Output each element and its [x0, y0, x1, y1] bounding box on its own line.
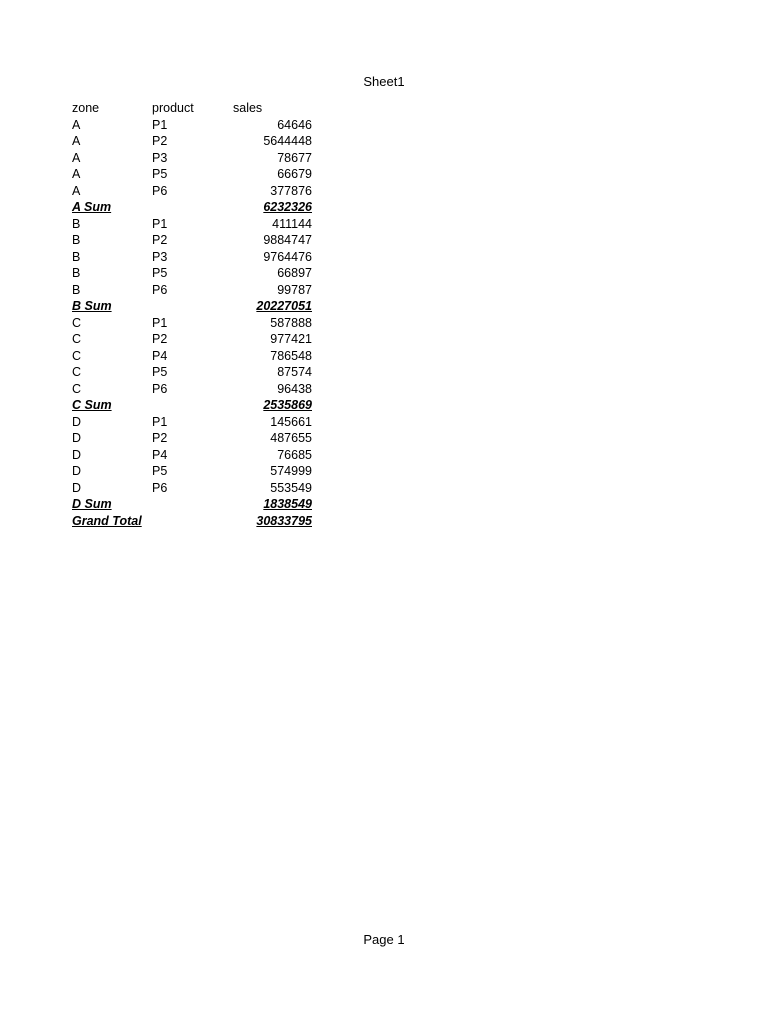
product-cell: P1: [152, 414, 168, 429]
table-row: [72, 348, 312, 365]
zone-cell: C: [72, 332, 82, 346]
product-cell: P6: [152, 381, 168, 396]
spreadsheet-table: [72, 100, 312, 529]
zone-cell: A: [72, 183, 81, 198]
sales-cell: 411144: [272, 216, 312, 231]
table-row: [72, 331, 312, 348]
table-row: [72, 232, 312, 249]
sales-cell: 99787: [277, 282, 312, 297]
sales-cell: 96438: [277, 381, 312, 396]
zone-cell: C: [72, 365, 82, 379]
table-row: [72, 414, 312, 431]
sales-cell: 9764476: [263, 249, 312, 264]
product-cell: P1: [152, 216, 168, 231]
sales-cell: 78677: [277, 150, 312, 165]
table-row: [72, 463, 312, 480]
sales-cell: 2535869: [263, 398, 312, 412]
sales-cell: 553549: [270, 480, 312, 495]
zone-cell: C: [72, 348, 82, 363]
product-cell: P5: [152, 365, 168, 379]
product-cell: P3: [152, 150, 168, 165]
product-cell: P5: [152, 167, 168, 181]
zone-cell: D: [72, 431, 82, 445]
sales-cell: 76685: [277, 447, 312, 462]
subtotal-row: [72, 298, 312, 315]
sales-cell: 377876: [270, 183, 312, 198]
sales-cell: 977421: [270, 332, 312, 346]
sales-cell: 1838549: [263, 497, 312, 511]
product-cell: P4: [152, 348, 168, 363]
table-row: [72, 447, 312, 464]
zone-cell: B: [72, 233, 81, 247]
table-row: [72, 117, 312, 134]
sales-cell: 64646: [277, 117, 312, 132]
product-cell: P6: [152, 183, 168, 198]
zone-cell: D Sum: [72, 497, 112, 511]
subtotal-row: [72, 199, 312, 216]
zone-cell: B: [72, 216, 81, 231]
zone-cell: C: [72, 381, 82, 396]
zone-cell: D: [72, 447, 82, 462]
table-row: [72, 133, 312, 150]
zone-cell: D: [72, 480, 82, 495]
sales-cell: 66897: [277, 266, 312, 280]
product-cell: P1: [152, 117, 168, 132]
table-row: [72, 249, 312, 266]
sales-cell: 66679: [277, 167, 312, 181]
product-cell: P6: [152, 480, 168, 495]
sales-cell: 9884747: [263, 233, 312, 247]
table-row: [72, 315, 312, 332]
table-row: [72, 364, 312, 381]
table-row: [72, 216, 312, 233]
column-header-product: product: [152, 101, 194, 115]
zone-cell: Grand Total: [72, 513, 142, 528]
product-cell: P2: [152, 431, 168, 445]
sales-cell: 487655: [270, 431, 312, 445]
zone-cell: A Sum: [72, 200, 112, 214]
table-row: [72, 265, 312, 282]
table-row: [72, 381, 312, 398]
product-cell: P4: [152, 447, 168, 462]
product-cell: P3: [152, 249, 168, 264]
product-cell: P5: [152, 266, 168, 280]
table-header-row: [72, 100, 312, 117]
column-header-zone: zone: [72, 101, 100, 115]
zone-cell: C: [72, 315, 82, 330]
table-body: [72, 117, 312, 530]
zone-cell: B: [72, 282, 81, 297]
product-cell: P2: [152, 233, 168, 247]
page-footer: Page 1: [363, 932, 405, 947]
zone-cell: A: [72, 117, 81, 132]
sales-cell: 6232326: [263, 200, 312, 214]
product-cell: P6: [152, 282, 168, 297]
table-row: [72, 150, 312, 167]
zone-cell: A: [72, 150, 81, 165]
subtotal-row: [72, 513, 312, 530]
table-row: [72, 480, 312, 497]
zone-cell: A: [72, 134, 81, 148]
product-cell: P2: [152, 134, 168, 148]
zone-cell: D: [72, 464, 82, 478]
subtotal-row: [72, 397, 312, 414]
sales-cell: 30833795: [256, 513, 312, 528]
sales-cell: 20227051: [256, 299, 312, 313]
zone-cell: A: [72, 167, 81, 181]
sales-cell: 786548: [270, 348, 312, 363]
table-row: [72, 282, 312, 299]
sales-cell: 87574: [277, 365, 312, 379]
page-header: Sheet1: [363, 74, 405, 89]
zone-cell: B: [72, 249, 81, 264]
sales-cell: 574999: [270, 464, 312, 478]
product-cell: P1: [152, 315, 168, 330]
table-row: [72, 166, 312, 183]
column-header-sales: sales: [233, 101, 263, 115]
product-cell: P5: [152, 464, 168, 478]
table-row: [72, 183, 312, 200]
table-row: [72, 430, 312, 447]
sales-cell: 5644448: [263, 134, 312, 148]
zone-cell: D: [72, 414, 82, 429]
sales-cell: 587888: [270, 315, 312, 330]
subtotal-row: [72, 496, 312, 513]
zone-cell: C Sum: [72, 398, 112, 412]
zone-cell: B: [72, 266, 81, 280]
sales-cell: 145661: [270, 414, 312, 429]
zone-cell: B Sum: [72, 299, 112, 313]
product-cell: P2: [152, 332, 168, 346]
